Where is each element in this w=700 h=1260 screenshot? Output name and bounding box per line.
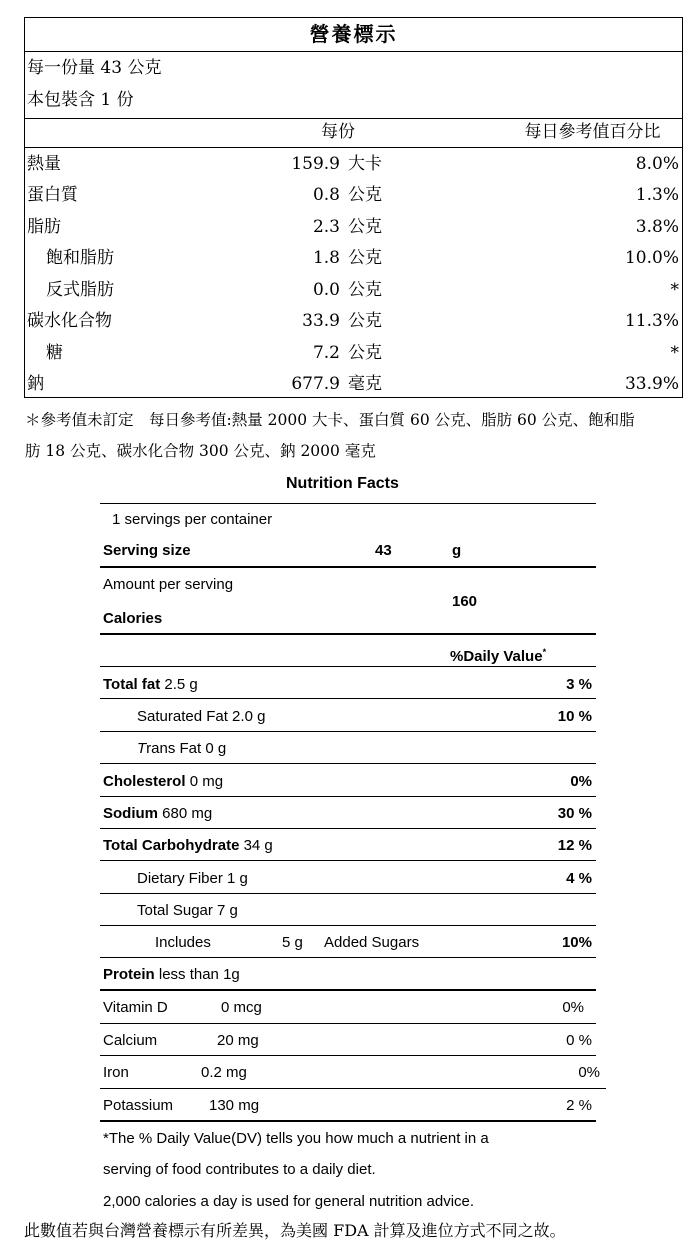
calcium-dv: 0 % [566, 1032, 592, 1049]
carb-row: Total Carbohydrate 34 g [103, 837, 273, 854]
tw-col-dv: 每日參考值百分比 [524, 122, 661, 142]
fiber-dv: 4 % [566, 870, 592, 887]
vitd-amount: 0 mcg [221, 999, 262, 1016]
sat-fat-dv: 10 % [557, 708, 592, 725]
calories-value: 160 [452, 593, 478, 610]
cholesterol-row: Cholesterol 0 mg [103, 773, 224, 790]
potassium-amount: 130 mg [209, 1097, 260, 1114]
sodium-row: Sodium 680 mg [103, 805, 213, 822]
iron-label: Iron [103, 1064, 129, 1081]
calories-label: Calories [103, 610, 163, 627]
us-footnote-3: 2,000 calories a day is used for general nutrition advice. [103, 1193, 475, 1210]
added-sugar-dv: 10% [561, 934, 592, 951]
potassium-dv: 2 % [566, 1097, 592, 1114]
iron-amount: 0.2 mg [201, 1064, 247, 1081]
tw-footnote: ＊參考值未訂定 每日參考值:熱量 2000 大卡、蛋白質 60 公克、脂肪 60 公克、飽和脂 肪 18 公克、碳水化合物 300 公克、鈉 2000 毫克 [25, 411, 635, 460]
dv-header: %Daily Value* [450, 647, 547, 665]
includes-label: Includes [155, 934, 211, 951]
added-sugar-amount: 5 g [282, 934, 303, 951]
servings-per-container: 1 servings per container [112, 511, 273, 528]
iron-dv: 0% [578, 1064, 600, 1081]
vitd-dv: 0% [562, 999, 584, 1016]
potassium-label: Potassium [103, 1097, 174, 1114]
sat-fat-row: Saturated Fat 2.0 g [137, 708, 266, 725]
us-nutrition-facts [100, 468, 600, 1228]
total-sugar-row: Total Sugar 7 g [137, 902, 238, 919]
tw-serving-size: 每一份量 43 公克 [27, 58, 162, 78]
amount-per-serving: Amount per serving [103, 576, 234, 593]
total-fat-row: Total fat 2.5 g [103, 676, 198, 693]
calcium-amount: 20 mg [217, 1032, 259, 1049]
us-footnote-2: serving of food contributes to a daily diet. [103, 1161, 376, 1178]
vitd-label: Vitamin D [103, 999, 168, 1016]
tw-servings: 本包裝含 1 份 [27, 90, 134, 110]
bottom-note: 此數值若與台灣營養標示有所差異，為美國 FDA 計算及進位方式不同之故。 [24, 1221, 566, 1240]
serving-size-value: 43 [375, 542, 392, 559]
serving-size-label: Serving size [103, 542, 191, 559]
fiber-row: Dietary Fiber 1 g [137, 870, 248, 887]
tw-title: 營養標示 [309, 22, 398, 46]
sodium-dv: 30 % [557, 805, 592, 822]
tw-col-per-serving: 每份 [321, 122, 355, 142]
calcium-label: Calcium [103, 1032, 158, 1049]
cholesterol-dv: 0% [570, 773, 592, 790]
us-title: Nutrition Facts [286, 475, 399, 492]
added-sugar-label: Added Sugars [324, 934, 420, 951]
taiwan-nutrition-table: 營養標示 每一份量 43 公克 本包裝含 1 份 每份 每日參考值百分比 熱量 159.9 大卡 8.0% 蛋白質 0.8 公克 1.3% 脂肪 2.3 公克 3.8% 飽和脂肪 1.8 公克 10.0% 反式脂肪 0.0 公克 * 碳水化合物 33.9 公克 11.3% 糖 7.2 公克 * 鈉 677.9 毫克 33.9% [24, 17, 683, 398]
total-fat-dv: 3 % [566, 676, 592, 693]
serving-size-unit: g [452, 542, 462, 559]
us-footnote-1: *The % Daily Value(DV) tells you how much a nutrient in a [103, 1130, 489, 1147]
carb-dv: 12 % [557, 837, 592, 854]
protein-row: Protein less than 1g [103, 966, 240, 983]
trans-fat-row: Trans Fat 0 g [137, 740, 227, 757]
